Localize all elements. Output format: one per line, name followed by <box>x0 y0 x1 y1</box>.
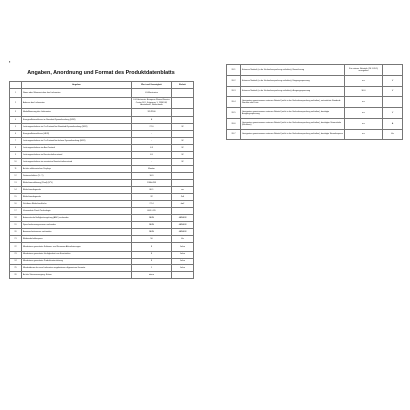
row-value: n.a. <box>345 129 383 140</box>
header-value: Wert und Genauigkeit <box>132 82 172 89</box>
row-label: Mindestens garantierte Software- und Firmware-Aktualisierungen <box>22 242 132 251</box>
row-value: 27.0 <box>132 124 172 131</box>
row-value: LG Electronics European Shared Service Center B.V., Krijgsman 1, 1186 DM, Amstelveen, Netherlands <box>132 97 172 108</box>
row-number: 22 <box>10 242 22 251</box>
row-unit: V <box>383 108 403 119</box>
row-unit: JA/NEIN <box>172 228 194 235</box>
power-supply-table <box>226 64 403 140</box>
table-row <box>10 159 194 166</box>
row-number: 3 <box>10 108 22 117</box>
row-label: Geeignetes gemeinsames externes Netzteil (nicht in der Verkaufsverpackung enthalten), benötigter Stromstärke (Minimum) <box>241 118 345 129</box>
row-value: 0.3 <box>132 145 172 152</box>
row-number: 19 <box>10 221 22 228</box>
row-number: 7 <box>10 138 22 145</box>
row-value: n.a. <box>345 108 383 119</box>
row-unit: W <box>172 159 194 166</box>
row-value: Für externe Netzteile (26.1-26.5) anzugeben <box>345 65 383 76</box>
row-number: 24 <box>10 258 22 265</box>
row-unit <box>172 173 194 180</box>
row-label: Geeignetes gemeinsames externes Netzteil (nicht in der Verkaufsverpackung enthalten), benötigte Stromfrequenz <box>241 129 345 140</box>
row-value: n.a. <box>345 97 383 108</box>
row-label: Name oder Warenzeichen des Lieferanten <box>22 88 132 97</box>
row-unit <box>172 108 194 117</box>
row-label: Bildschirmdiagonale <box>22 193 132 200</box>
table-row <box>10 251 194 258</box>
row-number: 26.4 <box>227 97 241 108</box>
row-value: 80.1 <box>132 187 172 194</box>
row-unit: Jahre <box>172 242 194 251</box>
row-number: 26 <box>10 272 22 279</box>
row-number: 4 <box>10 117 22 124</box>
row-unit: W <box>172 152 194 159</box>
row-label: Verwendete Panel-Technologie <box>22 207 132 214</box>
row-label: Mindestens garantierte Verfügbarkeit von Ersatzteilen <box>22 251 132 258</box>
row-value: n.a. <box>345 118 383 129</box>
table-row <box>10 117 194 124</box>
table-row <box>227 75 403 86</box>
row-unit <box>172 166 194 173</box>
row-value: LG Electronics <box>132 88 172 97</box>
table-row <box>10 173 194 180</box>
table-row <box>10 265 194 272</box>
table-row <box>227 129 403 140</box>
table-row <box>227 108 403 119</box>
table-row <box>10 187 194 194</box>
row-number: 6 <box>10 131 22 138</box>
row-value: 32LP500 <box>132 108 172 117</box>
table-header-row <box>10 82 194 89</box>
row-unit: Jahre <box>172 251 194 258</box>
table-row <box>227 65 403 76</box>
row-label: Energieeffizienzklasse (HDR) <box>22 131 132 138</box>
row-number: 23 <box>10 251 22 258</box>
datasheet-page-2 <box>226 64 402 152</box>
page-marker: ▪ <box>9 59 11 64</box>
row-value: intern <box>132 272 172 279</box>
row-value: E <box>132 117 172 124</box>
row-number: 9 <box>10 152 22 159</box>
row-label: Leistungsaufnahme im On-Zustand bei hohem Dynamikumfang (HDR) <box>22 138 132 145</box>
row-value: 8 <box>132 242 172 251</box>
row-unit <box>172 88 194 97</box>
row-unit <box>172 180 194 187</box>
row-value: 0.5 <box>132 152 172 159</box>
row-value: 16:9 <box>132 173 172 180</box>
row-unit <box>172 97 194 108</box>
row-value: - <box>132 159 172 166</box>
table-row <box>227 86 403 97</box>
document-title: Angaben, Anordnung und Format des Produktdatenblatts <box>27 70 175 76</box>
datasheet-page-1 <box>9 67 193 350</box>
row-number: 26.1 <box>227 65 241 76</box>
row-number: 26.2 <box>227 75 241 86</box>
row-number: 26.6 <box>227 118 241 129</box>
row-value: 8 <box>132 258 172 265</box>
row-value: n.a. <box>345 75 383 86</box>
row-number: 13 <box>10 180 22 187</box>
row-unit: Hz <box>383 129 403 140</box>
table-row <box>10 235 194 242</box>
table-row <box>227 118 403 129</box>
row-number: 10 <box>10 159 22 166</box>
header-num <box>10 82 22 89</box>
row-unit <box>172 131 194 138</box>
row-label: Externes Netzteil (in der Verkaufsverpackung enthalten), Ausgangsspannung <box>241 86 345 97</box>
row-unit: dm² <box>172 200 194 207</box>
row-number: 21 <box>10 235 22 242</box>
row-label: Mindestdauer der vom Lieferanten angebotenen allgemeinen Garantie <box>22 265 132 272</box>
row-number: 8 <box>10 145 22 152</box>
row-number: 18 <box>10 214 22 221</box>
row-unit: V <box>383 75 403 86</box>
row-unit: JA/NEIN <box>172 221 194 228</box>
row-label: Externes Netzteil (in der Verkaufsverpackung enthalten), Eingangsspannung <box>241 75 345 86</box>
row-label: Bildschirmauflösung (Pixel) (H*V) <box>22 180 132 187</box>
row-unit: W <box>172 145 194 152</box>
row-unit: Hz <box>172 235 194 242</box>
row-unit <box>172 272 194 279</box>
table-row <box>227 97 403 108</box>
row-unit: V <box>383 86 403 97</box>
table-row <box>10 88 194 97</box>
row-label: Spracherkennungssensor vorhanden <box>22 221 132 228</box>
row-unit <box>172 207 194 214</box>
row-label: Mindestens garantierte Produktunterstützung <box>22 258 132 265</box>
row-label: Externes Netzteil (in der Verkaufsverpackung enthalten), Bezeichnung <box>241 65 345 76</box>
row-label: Adresse des Lieferanten <box>22 97 132 108</box>
table-row <box>10 131 194 138</box>
row-number: 15 <box>10 193 22 200</box>
row-number: 5 <box>10 124 22 131</box>
header-label: Angaben <box>22 82 132 89</box>
row-unit: A <box>383 118 403 129</box>
table-row <box>10 200 194 207</box>
table-row <box>10 166 194 173</box>
table-row <box>10 108 194 117</box>
row-value: - <box>132 131 172 138</box>
row-value: 30.0 <box>345 86 383 97</box>
row-value: LED LCD <box>132 207 172 214</box>
row-label: Seitenverhältnis (X : Y) <box>22 173 132 180</box>
row-label: Leistungsaufnahme im On-Zustand bei Standard-Dynamikumfang (SDR) <box>22 124 132 131</box>
row-label: Leistungsaufnahme im vernetzten Bereitschaftszustand <box>22 159 132 166</box>
row-value: 1366x768 <box>132 180 172 187</box>
row-label: Bildschirmdiagonale <box>22 187 132 194</box>
row-unit: Jahre <box>172 265 194 272</box>
row-unit <box>383 97 403 108</box>
row-label: Energieeffizienzklasse im Standard-Dynamikumfang (SDR) <box>22 117 132 124</box>
header-unit: Einheit <box>172 82 194 89</box>
table-row <box>10 214 194 221</box>
row-value: 8 <box>132 251 172 258</box>
table-row <box>10 193 194 200</box>
table-row <box>10 242 194 251</box>
row-value: 1 <box>132 265 172 272</box>
row-number: 14 <box>10 187 22 194</box>
row-value: NEIN <box>132 221 172 228</box>
row-number: 26.7 <box>227 129 241 140</box>
row-label: Anwesenheitssensor vorhanden <box>22 228 132 235</box>
table-row <box>10 145 194 152</box>
table-row <box>10 221 194 228</box>
table-row <box>10 152 194 159</box>
row-number: 17 <box>10 207 22 214</box>
row-label: Leistungsaufnahme im Aus-Zustand <box>22 145 132 152</box>
row-number: 25 <box>10 265 22 272</box>
row-label: Geeignetes gemeinsames externes Netzteil (nicht in der Verkaufsverpackung enthalten), benötigte Ausgangsspannung <box>241 108 345 119</box>
row-label: Leistungsaufnahme im Bereitschaftszustand <box>22 152 132 159</box>
row-label: Geeignetes gemeinsames externes Netzteil (nicht in der Verkaufsverpackung enthalten), unterstützte Standard-Normen oder Liste <box>241 97 345 108</box>
table-row <box>10 207 194 214</box>
product-data-table <box>9 81 194 279</box>
row-unit <box>383 65 403 76</box>
table-row <box>10 258 194 265</box>
row-unit: cm <box>172 187 194 194</box>
row-label: Art des elektronischen Displays <box>22 166 132 173</box>
row-number: 12 <box>10 173 22 180</box>
row-unit: W <box>172 138 194 145</box>
table-row <box>10 124 194 131</box>
row-number: 11 <box>10 166 22 173</box>
row-value: - <box>132 138 172 145</box>
table-row <box>10 272 194 279</box>
row-value: 50 <box>132 235 172 242</box>
row-number: 1 <box>10 88 22 97</box>
row-label: Art der Stromversorgung: Extern <box>22 272 132 279</box>
table-row <box>10 97 194 108</box>
row-unit: Jahre <box>172 258 194 265</box>
row-number: 20 <box>10 228 22 235</box>
row-label: Modellkennung des Lieferanten <box>22 108 132 117</box>
row-label: Automatische Helligkeitsregelung (ABC) vorhanden <box>22 214 132 221</box>
row-unit: W <box>172 124 194 131</box>
row-label: Sichtbare Bildschirmfläche <box>22 200 132 207</box>
table-row <box>10 180 194 187</box>
row-number: 16 <box>10 200 22 207</box>
table-row <box>10 228 194 235</box>
row-value: NEIN <box>132 214 172 221</box>
row-number: 2 <box>10 97 22 108</box>
row-unit: Zoll <box>172 193 194 200</box>
row-number: 26.5 <box>227 108 241 119</box>
table-row <box>10 138 194 145</box>
row-value: NEIN <box>132 228 172 235</box>
row-unit: JA/NEIN <box>172 214 194 221</box>
row-value: Monitor <box>132 166 172 173</box>
row-unit <box>172 117 194 124</box>
row-label: Bildwiederholfrequenz <box>22 235 132 242</box>
row-value: 27.4 <box>132 200 172 207</box>
row-number: 26.3 <box>227 86 241 97</box>
row-value: 32 <box>132 193 172 200</box>
